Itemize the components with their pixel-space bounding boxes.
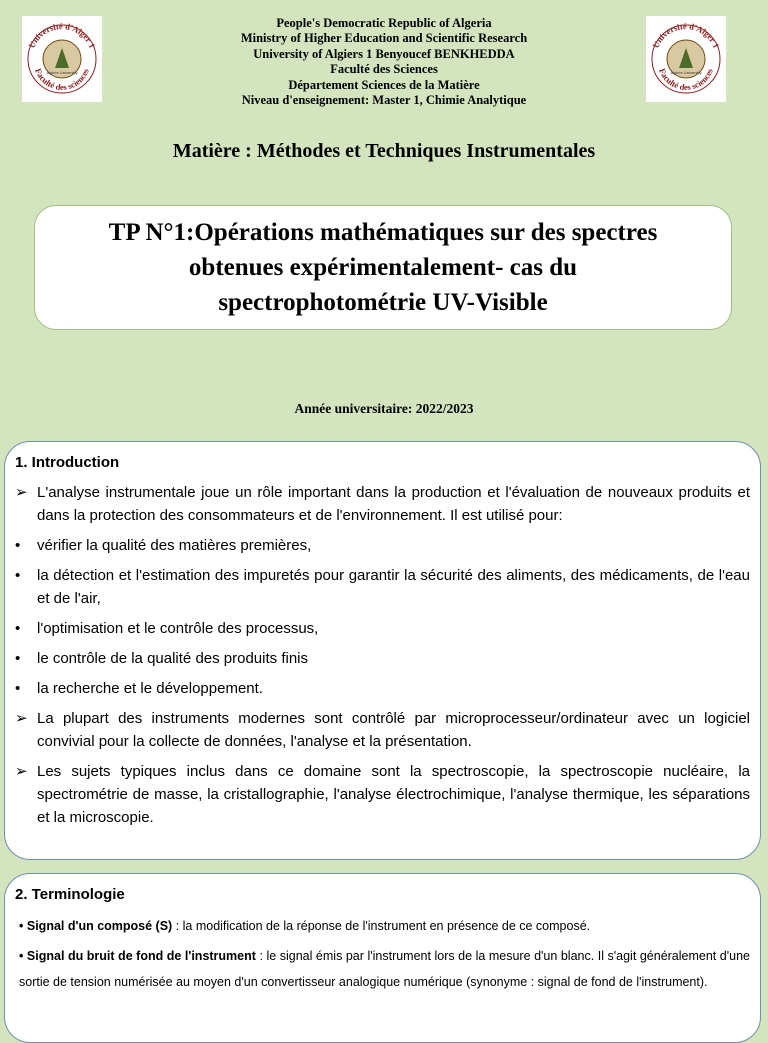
institution-header (130, 16, 638, 108)
list-item-text: Les sujets typiques inclus dans ce domaine sont la spectroscopie, la spectroscopie nucléaire, la spectrométrie de masse, la cristallographie, l'analyse électrochimique, l'analyse thermique, les séparations et la microscopie. (37, 763, 750, 826)
list-item (15, 534, 750, 557)
logo-bottom-text: Faculté des sciences (657, 66, 715, 93)
definition-term: Signal d'un composé (S) (26, 919, 173, 933)
tp-title-line-1: TP N°1:Opérations mathématiques sur des spectres (108, 219, 658, 246)
tp-title-box (34, 205, 732, 330)
list-item-text: la recherche et le développement. (37, 680, 263, 697)
arrow-bullet-icon: ➢ (15, 763, 28, 780)
list-item (15, 647, 750, 670)
list-item (15, 677, 750, 700)
definition-term: Signal du bruit de fond de l'instrument (26, 949, 256, 963)
list-item-text: La plupart des instruments modernes sont contrôlé par microprocesseur/ordinateur avec un logiciel convivial pour la collecte de données, l'analyse et la présentation. (37, 710, 750, 750)
dot-bullet-icon: • (15, 537, 21, 554)
terminology-section (4, 873, 761, 1043)
logo-inner-text: Algiers University (670, 70, 702, 75)
header-line-faculty: Faculté des Sciences (330, 62, 438, 77)
definition-item (15, 943, 750, 995)
university-logo-right (646, 16, 726, 102)
list-item-text: le contrôle de la qualité des produits finis (37, 650, 308, 667)
list-item-text: vérifier la qualité des matières premières, (37, 537, 312, 554)
logo-bottom-text: Faculté des sciences (33, 66, 91, 93)
header-line-country: People's Democratic Republic of Algeria (276, 16, 492, 30)
dot-bullet-icon: • (15, 620, 21, 637)
definition-text: la modification de la réponse de l'instrument en présence de ce composé. (182, 919, 591, 933)
introduction-section (4, 441, 761, 860)
subject-title: Matière : Méthodes et Techniques Instrumentales (172, 140, 596, 162)
header-line-department: Département Sciences de la Matière (288, 77, 480, 92)
list-item (15, 617, 750, 640)
dot-bullet-icon: • (19, 919, 24, 933)
dot-bullet-icon: • (19, 949, 24, 963)
logo-inner-text: Algiers University (46, 70, 78, 75)
dot-bullet-icon: • (15, 650, 21, 667)
section-heading-introduction: 1. Introduction (15, 454, 120, 471)
header-line-university: University of Algiers 1 Benyoucef BENKHEDDA (253, 46, 515, 61)
tp-title (89, 215, 678, 320)
dot-bullet-icon: • (15, 567, 21, 584)
logo-top-text: Université d'Alger 1 (26, 20, 98, 50)
definition-item (15, 913, 750, 939)
list-item (15, 564, 750, 610)
university-logo-left (22, 16, 102, 102)
definition-separator: : (172, 919, 183, 933)
arrow-bullet-icon: ➢ (15, 710, 28, 727)
header-line-level: Niveau d'enseignement: Master 1, Chimie Analytique (241, 93, 527, 108)
list-item-text: l'optimisation et le contrôle des processus, (37, 620, 319, 637)
definition-text: le signal émis par l'instrument lors de la mesure d'un blanc. Il s'agit généralement d'une sortie de tension numérisée au moyen d'un convertisseur analogique numérique (synonyme : signal de fond de l'instrument). (19, 949, 750, 989)
academic-year: Année universitaire: 2022/2023 (294, 401, 474, 416)
list-item-text: L'analyse instrumentale joue un rôle important dans la production et l'évaluation de nouveaux produits et dans la protection des consommateurs et de l'environnement. Il est utilisé pour: (37, 484, 750, 524)
section-heading-terminology: 2. Terminologie (15, 886, 125, 903)
list-item-text: la détection et l'estimation des impuretés pour garantir la sécurité des aliments, des médicaments, de l'eau et de l'air, (37, 567, 750, 607)
list-item (15, 707, 750, 753)
definition-separator: : (255, 949, 267, 963)
tp-title-line-3: spectrophotométrie UV-Visible (218, 289, 548, 316)
tp-title-line-2: obtenues expérimentalement- cas du (188, 254, 578, 281)
arrow-bullet-icon: ➢ (15, 484, 28, 501)
list-item (15, 760, 750, 829)
list-item (15, 481, 750, 527)
dot-bullet-icon: • (15, 680, 21, 697)
logo-top-text: Université d'Alger 1 (650, 20, 722, 50)
header-line-ministry: Ministry of Higher Education and Scientific Research (240, 31, 528, 46)
